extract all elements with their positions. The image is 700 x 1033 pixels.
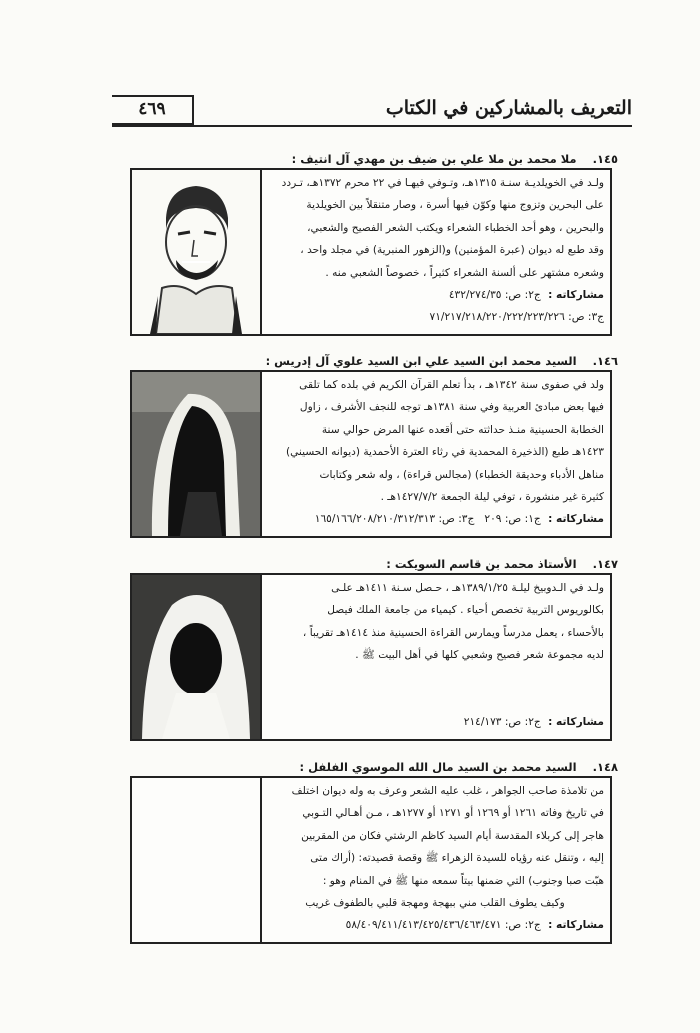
portrait-photo (132, 170, 262, 334)
entry-name: السيد محمد بن السيد مال الله الموسوي الفلفل : (299, 760, 577, 774)
entry-title (98, 557, 618, 571)
page-number: ٤٦٩ (112, 95, 194, 125)
participation-line (266, 306, 604, 328)
entry-biography (266, 780, 604, 937)
portrait-photo (132, 372, 262, 536)
portrait-photo-icon (132, 372, 260, 536)
entry-name: السيد محمد ابن السيد علي ابن السيد علوي آل إدريس : (265, 354, 577, 368)
entry-card (130, 370, 612, 538)
entry-number: ١٤٧. (592, 557, 618, 571)
entry-name: الأستاذ محمد بن قاسم السويكت : (386, 557, 577, 571)
bio-line: فيها بعض مبادئ العربية وفي سنة ١٣٨١هـ توجه للنجف الأشرف ، زاول (299, 401, 604, 414)
participation-refs: ج٣: ص: ١٦٥/١٦٦/٢٠٨/٢١٠/٣١٢/٣١٣ (314, 513, 475, 526)
participation-line (266, 914, 604, 936)
portrait-photo-icon (132, 575, 260, 739)
entry-title (98, 152, 618, 166)
bio-line: من تلامذة صاحب الجواهر ، غلب عليه الشعر وعرف به وله ديوان اختلف (291, 785, 604, 797)
bio-line: ولـد في الخويلديـة سنـة ١٣١٥هـ، وتـوفي فيهـا في ٢٢ محرم ١٣٧٢هـ، تـردد (281, 177, 604, 189)
bio-line: كثيرة غير منشورة ، توفي ليلة الجمعة ١٤٢٧/٧/٢هـ . (380, 491, 604, 504)
bio-line: الخطابة الحسينية منـذ حداثته حتى أقعده عنها المرض حوالي سنة (321, 423, 604, 436)
bio-line: ولد في صفوى سنة ١٣٤٢هـ ، بدأ تعلم القرآن الكريم في بلده كما تلقى (299, 379, 604, 391)
entry-number: ١٤٨. (592, 760, 618, 774)
participation-refs: ج٢: ص: ٥٨/٤٠٩/٤١١/٤١٣/٤٢٥/٤٣٦/٤٦٣/٤٧١ (345, 919, 541, 932)
participation-refs: ج٢: ص: ٢١٤/١٧٣ (463, 716, 541, 729)
entry-card (130, 168, 612, 336)
entry-biography (266, 172, 604, 329)
participation-label: مشاركاته : (548, 716, 604, 729)
bio-line: مناهل الأدباء وحديقة الخطباء) (مجالس قراءة) ، وله شعر وكتابات (319, 468, 604, 481)
participation-label: مشاركاته : (548, 513, 604, 526)
bio-line: ١٤٢٣هـ طبع (الذخيرة المحمدية في رثاء العترة الأحمدية (ديوانه الحسيني) (285, 446, 604, 459)
bio-line: إليه ، وتنقل عنه رؤياه للسيدة الزهراء ﷺ وقصة قصيدته: (أراك متى (310, 852, 604, 865)
bio-line: بكالوريوس التربية تخصص أحياء . كيمياء من جامعة الملك فيصل (327, 604, 604, 617)
participation-line (266, 284, 604, 306)
participation-refs: ج٣: ص: ٧١/٢١٧/٢١٨/٢٢٠/٢٢٢/٢٢٣/٢٢٦ (429, 311, 604, 324)
entry-number: ١٤٦. (592, 354, 618, 368)
spacer-line (266, 689, 604, 711)
participation-refs: ج١: ص: ٢٠٩ (484, 513, 541, 526)
bio-line: لديه مجموعة شعر فصيح وشعبي كلها في أهل البيت ﷺ . (355, 649, 604, 662)
participation-label: مشاركاته : (548, 289, 604, 302)
entry-card (130, 776, 612, 944)
bio-line: في تاريخ وفاته ١٢٦١ أو ١٢٦٩ أو ١٢٧١ أو ١٢٧٧هـ ، مـن أهـالي التـوبي (302, 807, 604, 820)
portrait-photo (132, 575, 262, 739)
bio-line: بالأحساء ، يعمل مدرساً ويمارس القراءة الحسينية منذ ١٤١٤هـ تقريباً ، (302, 626, 604, 639)
entry-number: ١٤٥. (592, 152, 618, 166)
bio-line: والبحرين ، وهو أحد الخطباء الشعراء ويكتب الشعر الفصيح والشعبي، (307, 221, 604, 234)
bio-line: ولـد في الـدوبيخ ليلـة ١٣٨٩/١/٢٥هـ ، حـصل سـنة ١٤١١هـ علـى (331, 582, 604, 594)
empty-photo-frame (132, 778, 262, 942)
bio-line: وشعره مشتهر على ألسنة الشعراء كثيراً ، خصوصاً الشعبي منه . (325, 266, 604, 279)
bio-line: وقد طبع له ديوان (عبرة المؤمنين) و(الزهور المنبرية) في مجلد واحد ، (300, 244, 604, 257)
participation-line (266, 711, 604, 733)
portrait-sketch-icon (132, 170, 260, 334)
bio-line: على البحرين وتزوج منها وكوّن فيها أسرة ، وصار متنقلاً بين الخويلدية (306, 199, 604, 212)
bio-line: هبّت صبا وجنوب) التي ضمنها بيتاً سمعه منها ﷺ في المنام وهو : (322, 874, 604, 887)
entry-title (98, 760, 618, 774)
page-header (112, 95, 632, 127)
participation-line (266, 508, 604, 530)
entry-title (98, 354, 618, 368)
entry-biography (266, 374, 604, 531)
entry-biography (266, 577, 604, 734)
entry-card (130, 573, 612, 741)
participation-refs: ج٢: ص: ٤٣٢/٢٧٤/٣٥ (448, 289, 541, 302)
bio-line: هاجر إلى كربلاء المقدسة أيام السيد كاظم الرشتي فكان من المقربين (301, 829, 604, 842)
poem-verse: وكيف يطوف القلب مني ببهجة ومهجة قلبي بالطفوف غريب (305, 897, 565, 910)
spacer-line (266, 667, 604, 689)
page-title: التعريف بالمشاركين في الكتاب (385, 97, 632, 119)
entry-name: ملا محمد بن ملا علي بن ضيف بن مهدي آل انتيف : (291, 152, 577, 166)
participation-label: مشاركاته : (548, 919, 604, 932)
